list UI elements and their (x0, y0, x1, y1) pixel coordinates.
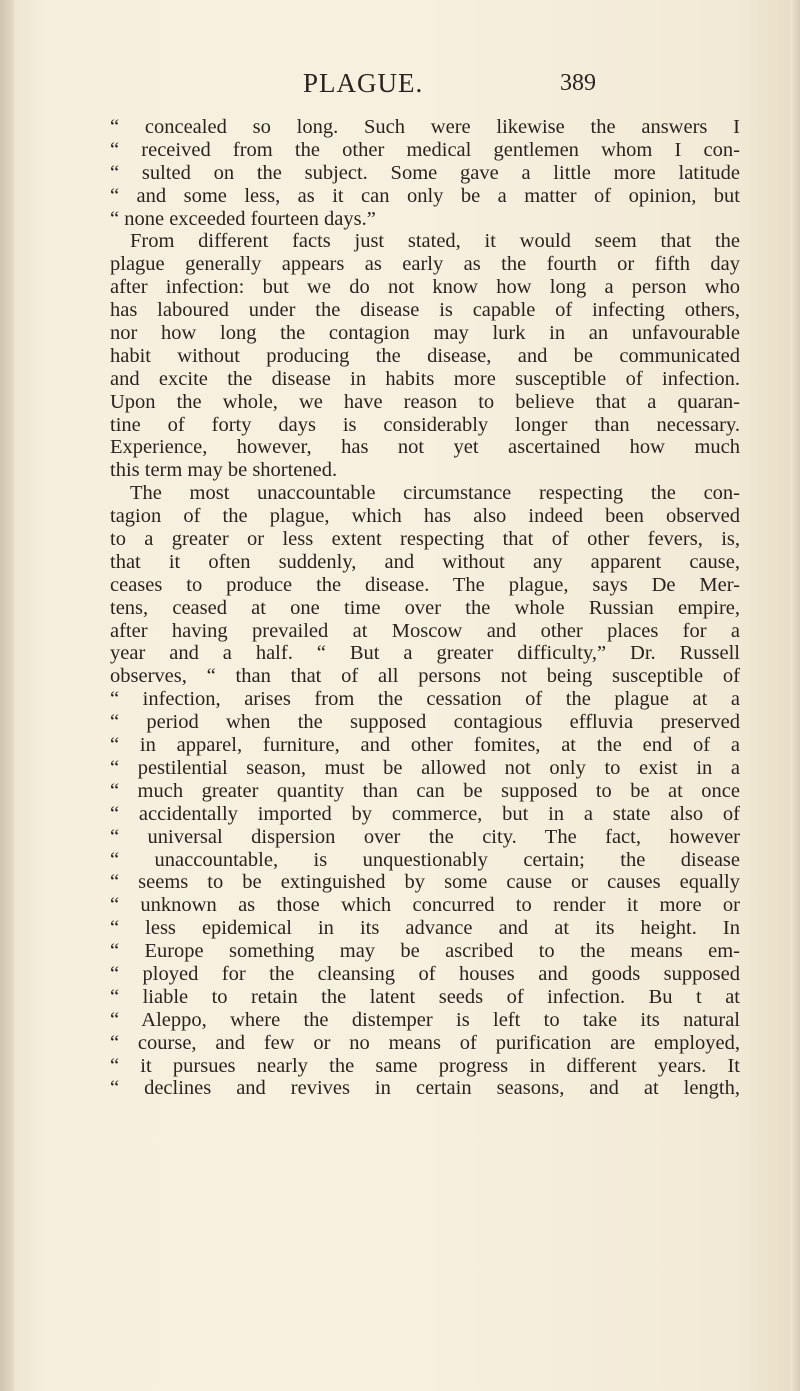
text-line: “ accidentally imported by commerce, but in a state also of (110, 802, 740, 825)
text-line: after infection: but we do not know how long a person who (110, 276, 740, 299)
text-line: “ Europe something may be ascribed to the means em- (110, 940, 740, 963)
text-line: “ it pursues nearly the same progress in different years. It (110, 1054, 740, 1077)
text-line: has laboured under the disease is capable of infecting others, (110, 299, 740, 322)
text-line: Upon the whole, we have reason to believe that a quaran- (110, 390, 740, 413)
text-line: “ declines and revives in certain seasons, and at length, (110, 1077, 740, 1100)
text-line: after having prevailed at Moscow and other places for a (110, 619, 740, 642)
text-line: “ none exceeded fourteen days.” (110, 207, 376, 230)
text-line: and excite the disease in habits more susceptible of infection. (110, 367, 740, 390)
page-right-edge (790, 0, 800, 1391)
text-line: observes, “ than that of all persons not being susceptible of (110, 665, 740, 688)
text-line: plague generally appears as early as the fourth or fifth day (110, 253, 740, 276)
page-header (0, 64, 800, 104)
text-line: “ Aleppo, where the distemper is left to take its natural (110, 1008, 740, 1031)
text-line: tens, ceased at one time over the whole Russian empire, (110, 596, 740, 619)
text-line: “ liable to retain the latent seeds of infection. Bu t at (110, 985, 740, 1008)
text-line: “ sulted on the subject. Some gave a little more latitude (110, 161, 740, 184)
text-line: “ unaccountable, is unquestionably certain; the disease (110, 848, 740, 871)
text-line: “ pestilential season, must be allowed not only to exist in a (110, 756, 740, 779)
text-line: From different facts just stated, it would seem that the (130, 230, 740, 253)
text-line: The most unaccountable circumstance respecting the con- (130, 482, 740, 505)
running-head: PLAGUE. (303, 68, 424, 98)
text-line: “ infection, arises from the cessation of the plague at a (110, 688, 740, 711)
text-line: year and a half. “ But a greater difficulty,” Dr. Russell (110, 642, 740, 665)
text-line: “ course, and few or no means of purification are employed, (110, 1031, 740, 1054)
text-line: “ much greater quantity than can be supposed to be at once (110, 779, 740, 802)
text-line: “ ployed for the cleansing of houses and goods supposed (110, 962, 740, 985)
text-line: to a greater or less extent respecting that of other fevers, is, (110, 528, 740, 551)
text-line: tine of forty days is considerably longer than necessary. (110, 413, 740, 436)
text-line: “ and some less, as it can only be a matter of opinion, but (110, 184, 740, 207)
text-line: “ in apparel, furniture, and other fomites, at the end of a (110, 734, 740, 757)
text-line: ceases to produce the disease. The plague, says De Mer- (110, 573, 740, 596)
text-line: “ seems to be extinguished by some cause or causes equally (110, 871, 740, 894)
text-line: tagion of the plague, which has also indeed been observed (110, 505, 740, 528)
text-line: “ less epidemical in its advance and at its height. In (110, 917, 740, 940)
text-line: nor how long the contagion may lurk in an unfavourable (110, 322, 740, 345)
page-gutter-shadow (0, 0, 14, 1391)
body-text (110, 116, 740, 1100)
text-line: this term may be shortened. (110, 459, 338, 482)
text-line: “ received from the other medical gentlemen whom I con- (110, 138, 740, 161)
text-line: “ unknown as those which concurred to render it more or (110, 894, 740, 917)
text-line: Experience, however, has not yet ascertained how much (110, 436, 740, 459)
text-line: “ period when the supposed contagious effluvia preserved (110, 711, 740, 734)
text-line: “ universal dispersion over the city. The fact, however (110, 825, 740, 848)
text-line: “ concealed so long. Such were likewise the answers I (110, 116, 740, 138)
page-number: 389 (560, 70, 596, 96)
text-line: that it often suddenly, and without any apparent cause, (110, 550, 740, 573)
text-line: habit without producing the disease, and be communicated (110, 344, 740, 367)
